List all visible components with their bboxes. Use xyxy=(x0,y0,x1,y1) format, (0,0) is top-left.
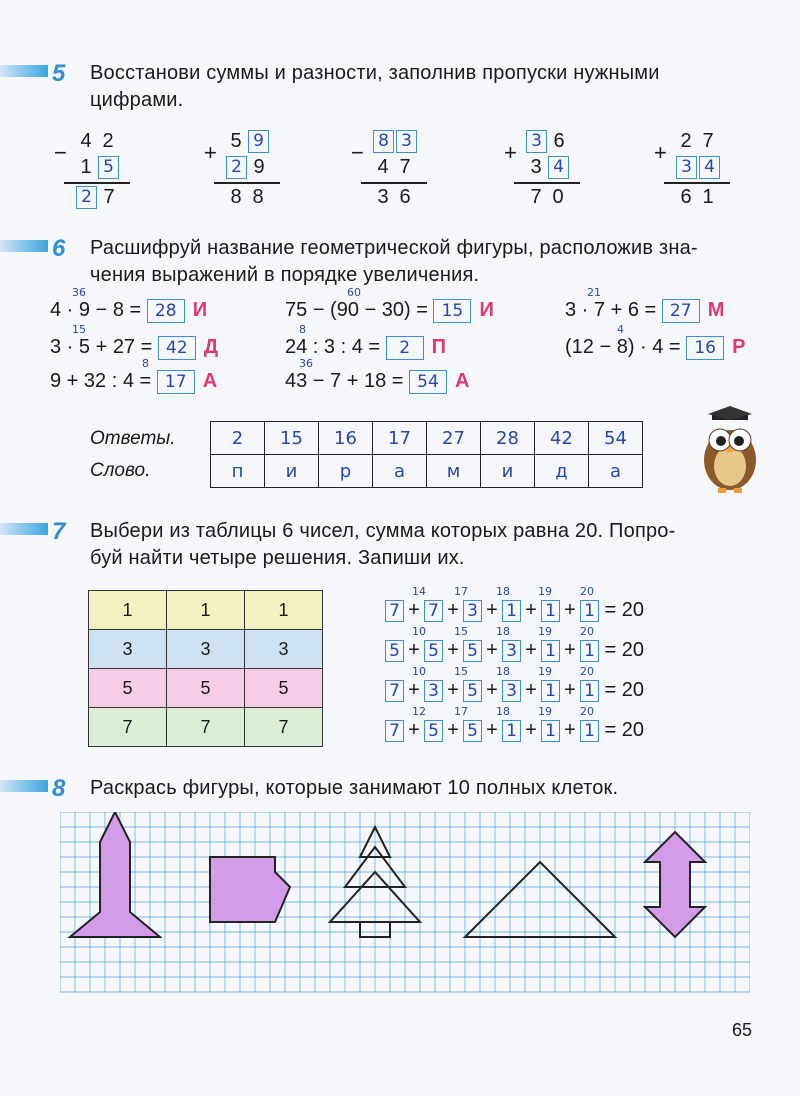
term-box[interactable]: 3 xyxy=(424,680,443,702)
column-row-bottom xyxy=(365,154,419,180)
task-5-band xyxy=(0,65,48,77)
filled-digit-box[interactable]: 8 xyxy=(373,130,394,153)
intermediate-hint: 60 xyxy=(347,286,361,299)
digit: 4 xyxy=(80,130,92,152)
answer-cell[interactable]: 28 xyxy=(481,422,535,455)
number-table-cell: 3 xyxy=(245,630,323,669)
figure-flag xyxy=(210,857,290,922)
task-8-number: 8 xyxy=(52,775,66,802)
term-box[interactable]: 1 xyxy=(580,600,599,622)
column-problem xyxy=(351,128,419,210)
plus-sign: + xyxy=(408,599,420,621)
plus-sign: + xyxy=(447,639,459,661)
column-row-bottom xyxy=(518,154,571,180)
expression xyxy=(50,367,217,395)
number-table-row xyxy=(89,630,323,669)
filled-digit-box[interactable]: 3 xyxy=(396,130,417,153)
expression xyxy=(50,333,218,361)
partial-sum-hint: 19 xyxy=(538,705,552,718)
operation-sign: − xyxy=(351,140,364,165)
word-letter-cell[interactable]: р xyxy=(319,455,373,488)
sum-line xyxy=(64,182,130,184)
partial-sum-hint: 12 xyxy=(412,705,426,718)
term-box[interactable]: 5 xyxy=(463,680,482,702)
expression xyxy=(565,296,724,324)
column-row-top xyxy=(68,128,121,154)
term-box[interactable]: 1 xyxy=(580,680,599,702)
term-box[interactable]: 1 xyxy=(541,680,560,702)
sum-total: 20 xyxy=(621,639,645,661)
term-box[interactable]: 5 xyxy=(424,720,443,742)
term-box[interactable]: 1 xyxy=(580,640,599,662)
task-7-text xyxy=(90,518,770,572)
word-label: Слово. xyxy=(90,460,151,481)
column-row-result xyxy=(68,184,121,210)
column-row-bottom xyxy=(668,154,722,180)
solution-row xyxy=(385,637,644,663)
filled-digit-box[interactable]: 9 xyxy=(248,130,269,153)
task-6-text-line2: чения выражений в порядке увеличения. xyxy=(90,264,480,286)
equals-sign: = xyxy=(599,719,622,741)
expression xyxy=(285,296,494,324)
partial-sum-hint: 17 xyxy=(454,705,468,718)
digit: 7 xyxy=(103,186,115,208)
number-table-cell: 1 xyxy=(245,591,323,630)
digit: 3 xyxy=(530,156,542,178)
term-box[interactable]: 1 xyxy=(502,600,521,622)
code-letter: Р xyxy=(732,336,746,358)
plus-sign: + xyxy=(447,679,459,701)
expression xyxy=(50,296,207,324)
intermediate-hint: 8 xyxy=(142,357,149,370)
page-number: 65 xyxy=(732,1020,753,1040)
digit: 7 xyxy=(530,186,542,208)
expression-text: 9 + 32 : 4 = xyxy=(50,370,157,392)
grid-lines xyxy=(60,812,750,992)
sum-total: 20 xyxy=(621,719,645,741)
partial-sum-hint: 18 xyxy=(496,585,510,598)
plus-sign: + xyxy=(486,599,498,621)
partial-sum-hint: 20 xyxy=(580,705,594,718)
partial-sum-hint: 17 xyxy=(454,585,468,598)
code-letter: А xyxy=(202,370,218,392)
sum-line xyxy=(664,182,730,184)
plus-sign: + xyxy=(525,639,537,661)
expression-text: 4 · 9 − 8 = xyxy=(50,299,147,321)
column-row-bottom xyxy=(68,154,121,180)
task-8-text: Раскрась фигуры, которые занимают 10 полных клеток. xyxy=(90,777,619,799)
intermediate-hint: 36 xyxy=(72,286,86,299)
task-6-number: 6 xyxy=(52,235,66,262)
column-row-top xyxy=(365,128,419,154)
partial-sum-hint: 20 xyxy=(580,665,594,678)
partial-sum-hint: 15 xyxy=(454,625,468,638)
digit: 9 xyxy=(253,156,265,178)
expression-text: (12 − 8) · 4 = xyxy=(565,336,687,358)
plus-sign: + xyxy=(564,679,576,701)
plus-sign: + xyxy=(525,599,537,621)
term-box[interactable]: 3 xyxy=(463,600,482,622)
plus-sign: + xyxy=(564,599,576,621)
digit: 0 xyxy=(552,186,564,208)
partial-sum-hint: 19 xyxy=(538,585,552,598)
task-7-text-line2: буй найти четыре решения. Запиши их. xyxy=(90,547,465,569)
digit: 8 xyxy=(230,186,242,208)
partial-sum-hint: 19 xyxy=(538,665,552,678)
answer-box[interactable]: 2 xyxy=(386,336,424,360)
figure-double-arrow xyxy=(645,832,705,937)
term-box[interactable]: 3 xyxy=(502,680,521,702)
answer-cell[interactable]: 27 xyxy=(427,422,481,455)
plus-sign: + xyxy=(486,679,498,701)
term-box[interactable]: 1 xyxy=(541,720,560,742)
number-table-cell: 5 xyxy=(167,669,245,708)
filled-digit-box[interactable]: 3 xyxy=(676,156,697,179)
task-5-number: 5 xyxy=(52,60,66,87)
digit: 6 xyxy=(553,130,565,152)
plus-sign: + xyxy=(447,719,459,741)
plus-sign: + xyxy=(408,639,420,661)
number-table-cell: 3 xyxy=(89,630,167,669)
figure-rocket xyxy=(70,812,160,937)
term-box[interactable]: 5 xyxy=(463,720,482,742)
code-letter: М xyxy=(707,299,725,321)
expression xyxy=(285,367,469,395)
number-table-row xyxy=(89,591,323,630)
filled-digit-box[interactable]: 3 xyxy=(526,130,547,153)
task-6-band xyxy=(0,240,48,252)
filled-digit-box[interactable]: 4 xyxy=(548,156,569,179)
answers-table xyxy=(210,421,643,488)
intermediate-hint: 8 xyxy=(299,323,306,336)
intermediate-hint: 36 xyxy=(299,357,313,370)
word-letter-cell[interactable]: и xyxy=(481,455,535,488)
expression-text: 3 · 7 + 6 = xyxy=(565,299,662,321)
word-letter-cell[interactable]: м xyxy=(427,455,481,488)
sum-line xyxy=(361,182,427,184)
answer-box[interactable]: 16 xyxy=(686,336,724,360)
number-table-cell: 1 xyxy=(89,591,167,630)
digit: 5 xyxy=(230,130,242,152)
column-problem xyxy=(504,128,571,210)
task-6-text xyxy=(90,235,770,289)
equals-sign: = xyxy=(599,599,622,621)
task-6-text-line1: Расшифруй название геометрической фигуры, расположив зна- xyxy=(90,237,698,259)
answer-box[interactable]: 15 xyxy=(433,299,471,323)
expression-text: 24 : 3 : 4 = xyxy=(285,336,386,358)
filled-digit-box[interactable]: 2 xyxy=(226,156,247,179)
partial-sum-hint: 18 xyxy=(496,625,510,638)
answer-cell[interactable]: 16 xyxy=(319,422,373,455)
answer-box[interactable]: 54 xyxy=(409,370,447,394)
number-table-row xyxy=(89,669,323,708)
digit: 7 xyxy=(399,156,411,178)
task-8-band xyxy=(0,780,48,792)
code-letter: А xyxy=(455,370,470,392)
digit: 7 xyxy=(702,130,714,152)
column-row-top xyxy=(668,128,722,154)
digit: 2 xyxy=(102,130,114,152)
plus-sign: + xyxy=(447,599,459,621)
expression-text: 3 · 5 + 27 = xyxy=(50,336,158,358)
partial-sum-hint: 20 xyxy=(580,625,594,638)
term-box[interactable]: 5 xyxy=(385,640,404,662)
number-table xyxy=(88,590,323,747)
number-table-row xyxy=(89,708,323,747)
digit: 8 xyxy=(252,186,264,208)
term-box[interactable]: 7 xyxy=(385,600,404,622)
partial-sum-hint: 19 xyxy=(538,625,552,638)
task-5-text-line2: цифрами. xyxy=(90,89,184,111)
column-problem xyxy=(654,128,722,210)
task-5-text xyxy=(90,60,770,114)
sum-line xyxy=(514,182,580,184)
partial-sum-hint: 20 xyxy=(580,585,594,598)
figures-grid xyxy=(60,812,750,1002)
number-table-cell: 7 xyxy=(245,708,323,747)
word-letter-cell[interactable]: а xyxy=(589,455,643,488)
column-row-top xyxy=(518,128,571,154)
equals-sign: = xyxy=(599,679,622,701)
term-box[interactable]: 1 xyxy=(541,600,560,622)
partial-sum-hint: 10 xyxy=(412,665,426,678)
expression-text: 43 − 7 + 18 = xyxy=(285,370,409,392)
column-row-result xyxy=(668,184,722,210)
answer-cell[interactable]: 17 xyxy=(373,422,427,455)
digit: 2 xyxy=(680,130,692,152)
term-box[interactable]: 5 xyxy=(424,640,443,662)
number-table-cell: 1 xyxy=(167,591,245,630)
filled-digit-box[interactable]: 5 xyxy=(98,156,119,179)
sum-total: 20 xyxy=(621,679,645,701)
digit: 6 xyxy=(399,186,411,208)
digit: 4 xyxy=(377,156,389,178)
owl-icon xyxy=(690,400,770,495)
word-letter-cell[interactable]: и xyxy=(265,455,319,488)
operation-sign: + xyxy=(504,140,517,165)
answer-cell[interactable]: 15 xyxy=(265,422,319,455)
term-box[interactable]: 1 xyxy=(502,720,521,742)
code-letter: Д xyxy=(203,336,219,358)
word-letter-cell[interactable]: а xyxy=(373,455,427,488)
digit: 1 xyxy=(702,186,714,208)
number-table-cell: 3 xyxy=(167,630,245,669)
answer-cell[interactable]: 54 xyxy=(589,422,643,455)
column-row-bottom xyxy=(218,154,271,180)
plus-sign: + xyxy=(564,639,576,661)
digit: 3 xyxy=(377,186,389,208)
task-7-number: 7 xyxy=(52,518,66,545)
partial-sum-hint: 10 xyxy=(412,625,426,638)
solution-row xyxy=(385,597,644,623)
operation-sign: − xyxy=(54,140,67,165)
term-box[interactable]: 3 xyxy=(502,640,521,662)
answers-label: Ответы. xyxy=(90,428,176,449)
term-box[interactable]: 7 xyxy=(424,600,443,622)
code-letter: П xyxy=(431,336,446,358)
answer-box[interactable]: 28 xyxy=(147,299,185,323)
column-problem xyxy=(204,128,271,210)
column-row-top xyxy=(218,128,271,154)
operation-sign: + xyxy=(204,140,217,165)
answer-box[interactable]: 42 xyxy=(158,336,196,360)
code-letter: И xyxy=(479,299,494,321)
column-row-result xyxy=(365,184,419,210)
solution-row xyxy=(385,677,644,703)
plus-sign: + xyxy=(525,679,537,701)
expression xyxy=(565,333,746,361)
number-table-cell: 7 xyxy=(167,708,245,747)
partial-sum-hint: 18 xyxy=(496,705,510,718)
number-table-cell: 5 xyxy=(89,669,167,708)
partial-sum-hint: 15 xyxy=(454,665,468,678)
number-table-cell: 5 xyxy=(245,669,323,708)
sum-line xyxy=(214,182,280,184)
digit: 1 xyxy=(80,156,92,178)
expression-text: 75 − (90 − 30) = xyxy=(285,299,434,321)
term-box[interactable]: 5 xyxy=(463,640,482,662)
intermediate-hint: 4 xyxy=(617,323,624,336)
column-row-result xyxy=(218,184,271,210)
solution-row xyxy=(385,717,644,743)
plus-sign: + xyxy=(486,719,498,741)
plus-sign: + xyxy=(525,719,537,741)
plus-sign: + xyxy=(408,679,420,701)
equals-sign: = xyxy=(599,639,622,661)
filled-digit-box[interactable]: 4 xyxy=(699,156,720,179)
word-letter-cell[interactable]: п xyxy=(211,455,265,488)
word-letter-cell[interactable]: д xyxy=(535,455,589,488)
filled-digit-box[interactable]: 2 xyxy=(76,186,97,209)
task-7-text-line1: Выбери из таблицы 6 чисел, сумма которых равна 20. Попро- xyxy=(90,520,676,542)
code-letter: И xyxy=(192,299,208,321)
answer-cell[interactable]: 2 xyxy=(211,422,265,455)
answer-box[interactable]: 17 xyxy=(157,370,195,394)
column-row-result xyxy=(518,184,571,210)
intermediate-hint: 15 xyxy=(72,323,86,336)
number-table-cell: 7 xyxy=(89,708,167,747)
task-5-text-line1: Восстанови суммы и разности, заполнив пропуски нужными xyxy=(90,62,660,84)
sum-total: 20 xyxy=(621,599,645,621)
partial-sum-hint: 14 xyxy=(412,585,426,598)
intermediate-hint: 21 xyxy=(587,286,601,299)
term-box[interactable]: 1 xyxy=(541,640,560,662)
plus-sign: + xyxy=(408,719,420,741)
task-7-band xyxy=(0,523,48,535)
column-problem xyxy=(54,128,121,210)
operation-sign: + xyxy=(654,140,667,165)
partial-sum-hint: 18 xyxy=(496,665,510,678)
plus-sign: + xyxy=(564,719,576,741)
term-box[interactable]: 1 xyxy=(580,720,599,742)
term-box[interactable]: 7 xyxy=(385,680,404,702)
answer-cell[interactable]: 42 xyxy=(535,422,589,455)
digit: 6 xyxy=(680,186,692,208)
term-box[interactable]: 7 xyxy=(385,720,404,742)
answer-box[interactable]: 27 xyxy=(662,299,700,323)
plus-sign: + xyxy=(486,639,498,661)
